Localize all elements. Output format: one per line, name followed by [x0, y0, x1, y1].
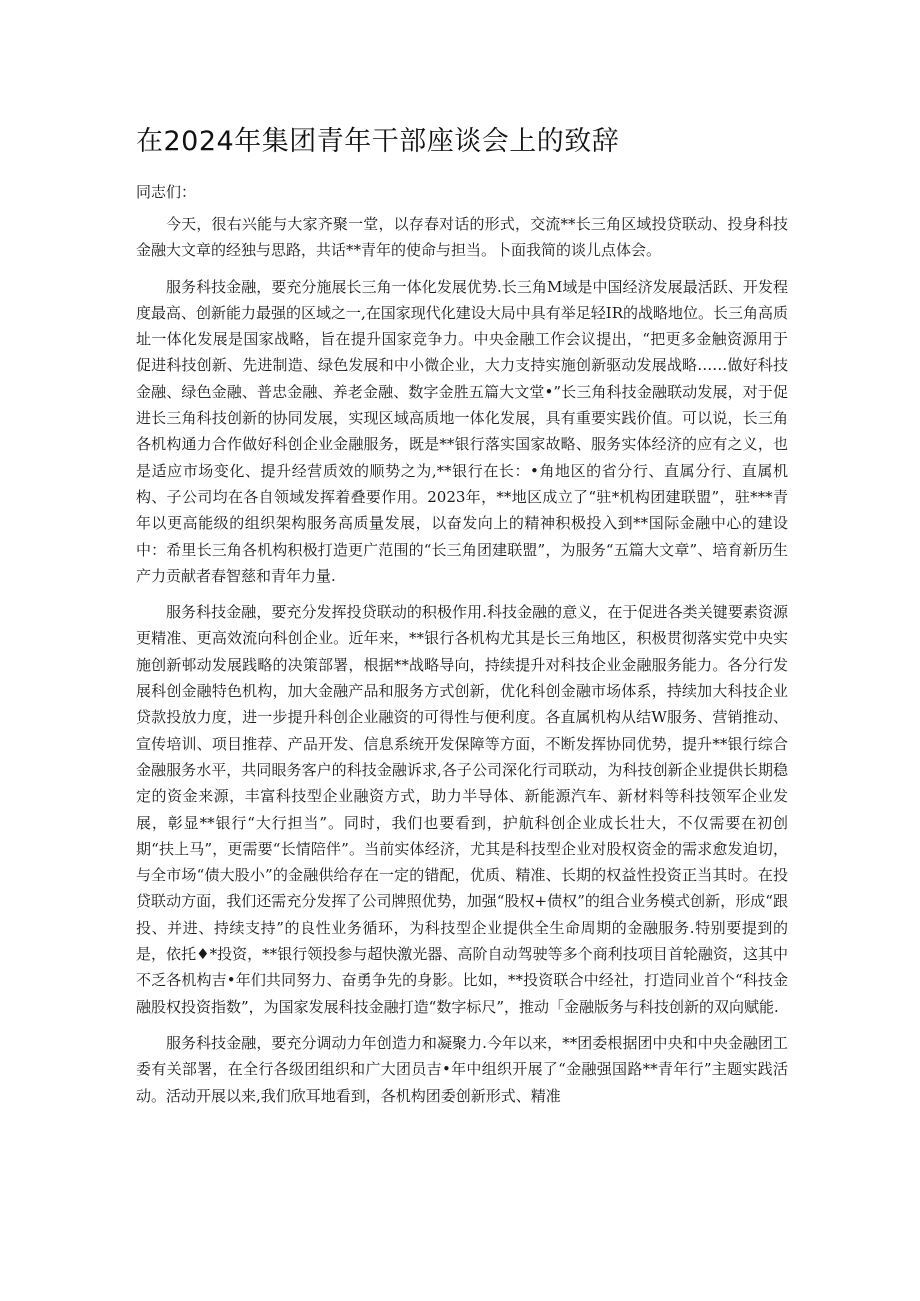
paragraph-youth: 服务科技金融，要充分调动力年创造力和凝聚力.今年以来，**团委根据团中央和中央金融团工委有关部署，在全行各级团组织和广大团员吉•年中组织开展了“金融强国路**青年行”主题实践活动。活动开展以来,我们欣耳地看到，各机构团委创新形式、精准 — [136, 1033, 788, 1105]
paragraph-yangtze-delta: 服务科技金融，要充分施展长三角一体化发展优势.长三角M域是中国经济发展最活跃、开发程度最高、创新能力最强的区域之一,在国家现代化建设大局中具有举足轻IR的战略地位。长三角高质址一体化发展是国家战略，旨在提升国家竞争力。中央金融工作会议提出，“把更多金触资源用于促进科技创新、先进制造、绿色发展和中小微企业，大力支持实施创新驱动发展战略……做好科技金融、绿色金融、普忠金融、养老金融、数字金胜五篇大文堂•”长三角科技金融联动发展，对于促进长三角科技创新的协同发展，实现区域高质地一体化发展，具有重要实践价值。可以说，长三角各机构通力合作做好科创企业金融服务，既是**银行落实国家故略、服务实体经济的应有之义，也是适应市场变化、提升经营质效的顺势之为,**银行在长：•角地区的省分行、直属分行、直属机构、子公司均在各自领域发挥着叠要作用。2023年，**地区成立了“驻*机构团建联盟”，驻***青年以更高能级的组织架构服务高质量发展，以奋发向上的精神积极投入到**国际金融中心的建设中：希里长三角各机构积极打造更广范围的“长三角团建联盟”，为服务“五篇大文章”、培育新历生产力贡献者春智慈和青年力量. — [136, 277, 788, 585]
document-title: 在2024年集团青年干部座谈会上的致辞 — [136, 126, 620, 157]
salutation: 同志们： — [136, 183, 197, 201]
document-body — [136, 211, 788, 1119]
paragraph-intro: 今天，很右兴能与大家齐聚一堂，以存春对话的形式，交流**长三角区域投贷联动、投身科技金融大文章的经独与思路，共话**青年的使命与担当。卜面我简的谈儿点体会。 — [136, 215, 788, 260]
paragraph-investment-loan: 服务科技金融，要充分发挥投贷联动的积极作用.科技金融的意义，在于促进各类关键要素资源更精准、更高效流向科创企业。近年来，**银行各机构尤其是长三角地区，积极贯彻落实党中央实施创新邨动发展践略的决策部署，根据**战略导向，持续提升对科技企业金融服务能力。各分行发展科创金融特色机构，加大金融产品和服务方式创新，优化科创金融市场体系，持续加大科技企业贷款投放力度，进一步提升科创企业融资的可得性与便利度。各直属机构从结W服务、营销推动、宣传培训、项目推荐、产品开发、信息系统开发保障等方面，不断发挥协同优势，提升**银行综合金融服务水平，共同眼务客户的科技金融诉求,各子公司深化行司联动，为科技创新企业提供长期稳定的资金来源，丰富科技型企业融资方式，助力半导体、新能源汽车、新材料等科技领军企业发展，彰显**银行“大行担当”。同时，我们也要看到，护航科创企业成长壮大，不仅需要在初创期“扶上马”，更需要“长情陪伴”。当前实体经济，尤其是科技型企业对股权资金的需求愈发迫切，与全市场“债大股小”的金融供给存在一定的错配，优质、精准、长期的权益性投资正当其时。在投贷联动方面，我们还需充分发挥了公司牌照优势，加强“股权+债权”的组合业务模式创新，形成“跟投、并进、持续支持”的良性业务循环，为科技型企业提供全生命周期的金融服务.特别要提到的是，依托♦*投资，**银行领投参与超快激光器、高阶自动驾驶等多个商利技项目首轮融资，这其中不乏各机构吉•年们共同努力、奋勇争先的身影。比如，**投资联合中经社，打造同业首个“科技金融股权投资指数”，为国家发展科技金融打造“数字标尺”，推动「金融版务与科技创新的双向赋能. — [136, 603, 788, 1016]
